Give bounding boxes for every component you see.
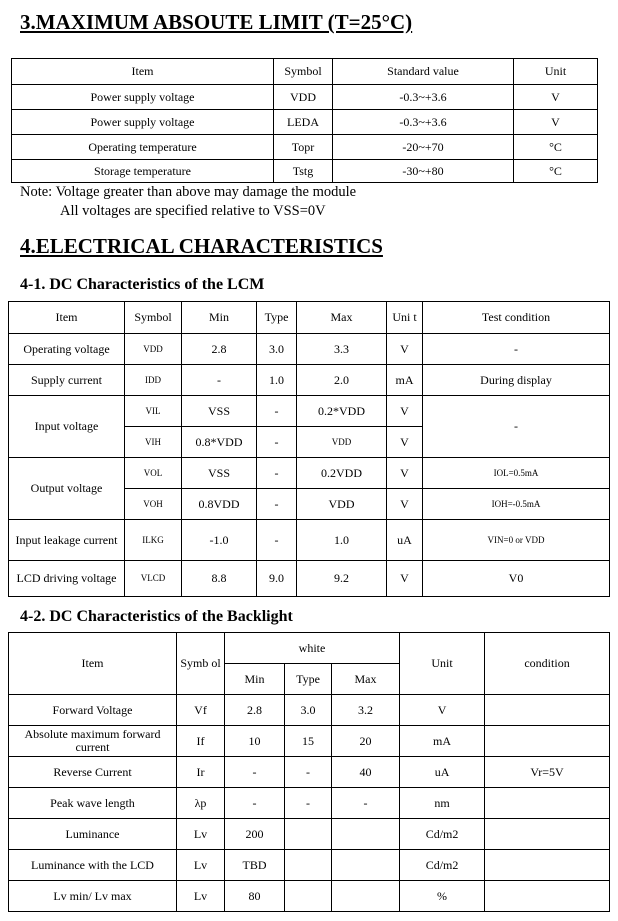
col-header-type: Type [285, 664, 332, 695]
cell-condition: V0 [423, 561, 610, 597]
cell-typ: 15 [285, 726, 332, 757]
cell-min: 80 [225, 881, 285, 912]
cell-item: Storage temperature [12, 160, 274, 183]
cell-typ: 9.0 [257, 561, 297, 597]
cell-typ: - [257, 396, 297, 427]
col-header-unit: Uni t [387, 302, 423, 334]
cell-item: LCD driving voltage [9, 561, 125, 597]
col-header-test-condition: Test condition [423, 302, 610, 334]
cell-item: Forward Voltage [9, 695, 177, 726]
cell-condition: - [423, 334, 610, 365]
cell-value: -0.3~+3.6 [333, 85, 514, 110]
cell-item: Operating voltage [9, 334, 125, 365]
table-row [12, 135, 598, 160]
section3-title: 3.MAXIMUM ABSOUTE LIMIT (T=25°C) [20, 10, 413, 34]
dc-backlight-title: 4-2. DC Characteristics of the Backlight [20, 608, 293, 625]
cell-min: - [225, 788, 285, 819]
cell-item: Luminance [9, 819, 177, 850]
cell-symbol: LEDA [274, 110, 333, 135]
table-row [9, 819, 610, 850]
cell-max [332, 819, 400, 850]
col-header-symbol: Symb ol [177, 633, 225, 695]
cell-typ: 3.0 [257, 334, 297, 365]
cell-symbol: Tstg [274, 160, 333, 183]
col-header-max: Max [297, 302, 387, 334]
max-limit-table [11, 58, 598, 183]
col-header-min: Min [225, 664, 285, 695]
cell-max [332, 881, 400, 912]
cell-unit: V [514, 85, 598, 110]
table-header-row [12, 59, 598, 85]
cell-item: Input voltage [9, 396, 125, 458]
cell-unit: Cd/m2 [400, 850, 485, 881]
cell-symbol: VIL [125, 396, 182, 427]
cell-symbol: Lv [177, 850, 225, 881]
cell-min: - [182, 365, 257, 396]
col-header-min: Min [182, 302, 257, 334]
col-header-item: Item [12, 59, 274, 85]
cell-max: 40 [332, 757, 400, 788]
cell-condition: IOH=-0.5mA [423, 489, 610, 520]
cell-min: VSS [182, 458, 257, 489]
cell-item: Absolute maximum forward current [9, 726, 177, 757]
table-row [9, 726, 610, 757]
table-row [9, 458, 610, 489]
cell-typ: - [257, 427, 297, 458]
cell-max: 1.0 [297, 520, 387, 561]
cell-unit: uA [387, 520, 423, 561]
cell-unit: °C [514, 160, 598, 183]
cell-unit: V [387, 334, 423, 365]
cell-min: TBD [225, 850, 285, 881]
cell-symbol: ILKG [125, 520, 182, 561]
cell-typ: - [257, 489, 297, 520]
cell-condition [485, 881, 610, 912]
cell-condition: During display [423, 365, 610, 396]
table-row [9, 881, 610, 912]
col-header-type: Type [257, 302, 297, 334]
cell-typ [285, 819, 332, 850]
cell-typ [285, 881, 332, 912]
cell-max: 3.3 [297, 334, 387, 365]
cell-unit: V [387, 561, 423, 597]
table-row [9, 520, 610, 561]
cell-symbol: VIH [125, 427, 182, 458]
table-row [12, 85, 598, 110]
cell-unit: V [400, 695, 485, 726]
cell-symbol: Lv [177, 819, 225, 850]
note-line-1: Note: Voltage greater than above may damage the module [20, 184, 357, 200]
cell-typ: 1.0 [257, 365, 297, 396]
table-row [9, 850, 610, 881]
table-row [9, 334, 610, 365]
cell-value: -30~+80 [333, 160, 514, 183]
cell-typ [285, 850, 332, 881]
col-header-unit: Unit [514, 59, 598, 85]
cell-max: 0.2*VDD [297, 396, 387, 427]
cell-min: -1.0 [182, 520, 257, 561]
cell-condition [485, 788, 610, 819]
cell-item: Input leakage current [9, 520, 125, 561]
cell-symbol: Ir [177, 757, 225, 788]
dc-lcm-table [8, 301, 610, 597]
cell-symbol: Vf [177, 695, 225, 726]
dc-lcm-title: 4-1. DC Characteristics of the LCM [20, 276, 265, 293]
cell-item: Reverse Current [9, 757, 177, 788]
cell-min: 0.8*VDD [182, 427, 257, 458]
cell-unit: V [387, 427, 423, 458]
cell-unit: V [514, 110, 598, 135]
cell-min: 10 [225, 726, 285, 757]
cell-max: 3.2 [332, 695, 400, 726]
cell-max [332, 850, 400, 881]
cell-unit: mA [387, 365, 423, 396]
cell-typ: - [257, 520, 297, 561]
cell-symbol: VDD [125, 334, 182, 365]
cell-typ: - [257, 458, 297, 489]
cell-unit: uA [400, 757, 485, 788]
table-row [12, 110, 598, 135]
cell-item: Power supply voltage [12, 85, 274, 110]
table-row [9, 365, 610, 396]
cell-max: - [332, 788, 400, 819]
cell-item: Supply current [9, 365, 125, 396]
cell-item: Output voltage [9, 458, 125, 520]
table-row [9, 757, 610, 788]
cell-unit: V [387, 458, 423, 489]
cell-condition: VIN=0 or VDD [423, 520, 610, 561]
cell-unit: V [387, 489, 423, 520]
cell-unit: Cd/m2 [400, 819, 485, 850]
cell-condition: - [423, 396, 610, 458]
table-row [9, 561, 610, 597]
note-line-2: All voltages are specified relative to VSS=0V [60, 203, 326, 219]
cell-symbol: Topr [274, 135, 333, 160]
cell-symbol: λp [177, 788, 225, 819]
table-header-row [9, 633, 610, 664]
cell-item: Luminance with the LCD [9, 850, 177, 881]
cell-unit: mA [400, 726, 485, 757]
col-header-standard-value: Standard value [333, 59, 514, 85]
col-header-item: Item [9, 302, 125, 334]
table-row [9, 695, 610, 726]
cell-typ: 3.0 [285, 695, 332, 726]
cell-condition [485, 819, 610, 850]
cell-symbol: Lv [177, 881, 225, 912]
cell-value: -20~+70 [333, 135, 514, 160]
cell-max: 2.0 [297, 365, 387, 396]
cell-max: VDD [297, 427, 387, 458]
col-header-max: Max [332, 664, 400, 695]
section4-title: 4.ELECTRICAL CHARACTERISTICS [20, 234, 383, 258]
cell-condition: Vr=5V [485, 757, 610, 788]
cell-min: 200 [225, 819, 285, 850]
cell-symbol: IDD [125, 365, 182, 396]
cell-value: -0.3~+3.6 [333, 110, 514, 135]
cell-min: VSS [182, 396, 257, 427]
table-header-row [9, 302, 610, 334]
cell-item: Lv min/ Lv max [9, 881, 177, 912]
cell-condition: IOL=0.5mA [423, 458, 610, 489]
cell-item: Power supply voltage [12, 110, 274, 135]
cell-min: - [225, 757, 285, 788]
col-header-unit: Unit [400, 633, 485, 695]
cell-typ: - [285, 757, 332, 788]
col-header-symbol: Symbol [125, 302, 182, 334]
cell-unit: nm [400, 788, 485, 819]
col-header-item: Item [9, 633, 177, 695]
cell-symbol: VLCD [125, 561, 182, 597]
cell-max: VDD [297, 489, 387, 520]
cell-unit: % [400, 881, 485, 912]
cell-max: 20 [332, 726, 400, 757]
cell-max: 0.2VDD [297, 458, 387, 489]
cell-min: 2.8 [182, 334, 257, 365]
table-row [9, 788, 610, 819]
cell-min: 0.8VDD [182, 489, 257, 520]
cell-typ: - [285, 788, 332, 819]
cell-min: 8.8 [182, 561, 257, 597]
cell-symbol: If [177, 726, 225, 757]
cell-max: 9.2 [297, 561, 387, 597]
cell-symbol: VOL [125, 458, 182, 489]
cell-symbol: VOH [125, 489, 182, 520]
dc-backlight-table [8, 632, 610, 912]
cell-symbol: VDD [274, 85, 333, 110]
cell-item: Peak wave length [9, 788, 177, 819]
cell-unit: °C [514, 135, 598, 160]
table-row [12, 160, 598, 183]
col-header-symbol: Symbol [274, 59, 333, 85]
col-header-condition: condition [485, 633, 610, 695]
col-header-white: white [225, 633, 400, 664]
cell-condition [485, 850, 610, 881]
cell-item: Operating temperature [12, 135, 274, 160]
cell-condition [485, 726, 610, 757]
cell-min: 2.8 [225, 695, 285, 726]
table-row [9, 396, 610, 427]
cell-condition [485, 695, 610, 726]
cell-unit: V [387, 396, 423, 427]
